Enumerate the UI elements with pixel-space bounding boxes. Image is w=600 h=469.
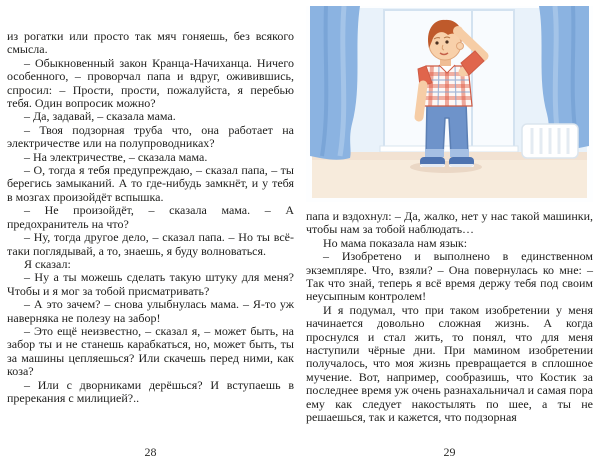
- radiator: [522, 124, 578, 158]
- page-left: [7, 0, 294, 469]
- paragraph: – О, тогда я тебя предупреждаю, – сказал папа, – ты берегись замыканий. А то где-нибудь замкнёт, и у тебя в мозгах произойдёт вспышка.: [7, 163, 294, 204]
- paragraph: папа и вздохнул: – Да, жалко, нет у нас такой машинки, чтобы нам за тобой наблюдать…: [306, 209, 593, 237]
- page-left-text: [7, 30, 294, 405]
- paragraph: – Да, задавай, – сказала мама.: [24, 109, 176, 124]
- paragraph: – Изобретено и выполнено в единственном экземпляре. Что, взяли? – Она повернулась ко мне: – Так что знай, теперь я всё время держу тебя под своим неусыпным контролем!: [306, 249, 593, 304]
- paragraph: из рогатки или просто так мяч гоняешь, без всякого смысла.: [7, 29, 294, 57]
- paragraph: – Или с дворниками дерёшься? И вступаешь в пререкания с милицией?..: [7, 377, 294, 405]
- paragraph: И я подумал, что при таком изобретении у меня начинается довольно сложная жизнь. А когда проснулся и стал жить, то понял, что для меня наступили чёрные дни. При мамином изобретении получалось, что моя жизнь превращается в сплошное мучение. Вот, например, сообразишь, что Костик за последнее время уж очень разнахальничал и самая пора ему как следует накостылять по шее, а ты не решаешься, так и кажется, что подзорная: [306, 302, 593, 425]
- paragraph: Я сказал:: [24, 256, 71, 271]
- paragraph: – Ну а ты можешь сделать такую штуку для меня? Чтобы и я мог за тобой присматривать?: [7, 270, 294, 298]
- paragraph: – Это ещё неизвестно, – сказал я, – может быть, на забор ты и не станешь карабкаться, но, может быть, ты за машины цепляешься? Или скачешь перед ними, как коза?: [7, 323, 294, 379]
- paragraph: – Обыкновенный закон Кранца-Начиханца. Ничего особенного, – проворчал папа и вдруг, оживившись, спросил: – Прости, прости, пожалуйста, я перебью тебя. Один вопросик можно?: [7, 55, 294, 111]
- page-right-text: [306, 210, 593, 425]
- paragraph: – Ну, тогда другое дело, – сказал папа. – Но ты всё-таки поглядывай, а то, знаешь, я буду волноваться.: [7, 230, 294, 258]
- boy-illustration-svg: [306, 6, 593, 202]
- paragraph: – Не произойдёт, – сказала мама. – А предохранитель на что?: [7, 203, 294, 231]
- boy-illustration: [306, 6, 593, 202]
- paragraph: Но мама показала нам язык:: [323, 235, 468, 250]
- paragraph: – А это зачем? – снова улыбнулась мама. – Я-то уж наверняка не полезу на забор!: [7, 297, 294, 325]
- page-number-left: 28: [144, 445, 157, 459]
- paragraph: – Твоя подзорная труба что, она работает на электричестве или на полупроводниках?: [7, 122, 294, 151]
- floor: [312, 152, 587, 198]
- page-number-right: 29: [443, 445, 456, 459]
- paragraph: – На электричестве, – сказала мама.: [24, 149, 208, 164]
- page-right: [306, 0, 593, 469]
